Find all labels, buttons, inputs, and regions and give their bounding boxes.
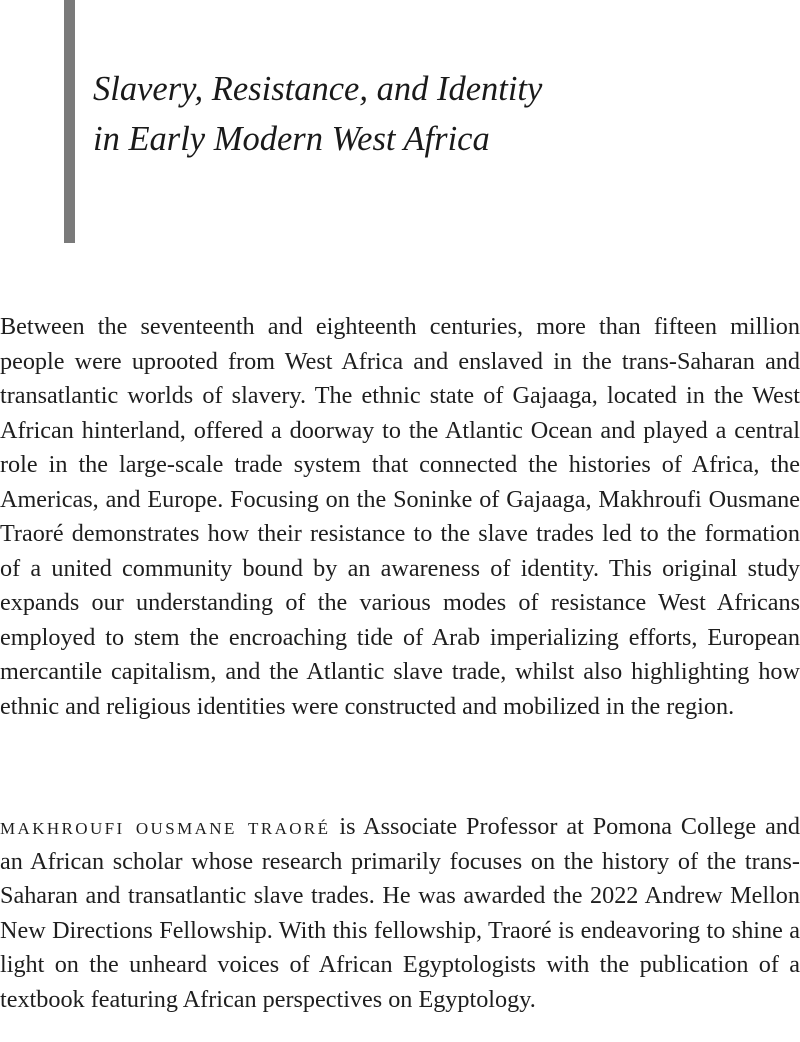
book-title xyxy=(93,64,542,164)
decorative-vertical-rule xyxy=(64,0,75,243)
book-title-line-2: in Early Modern West Africa xyxy=(93,120,490,158)
author-bio xyxy=(0,810,800,1017)
book-title-line-1: Slavery, Resistance, and Identity xyxy=(93,70,543,108)
book-description: Between the seventeenth and eighteenth centuries, more than fifteen million people were uprooted from West Africa and enslaved in the trans-Saharan and transatlantic worlds of slavery. The ethnic state of Gajaaga, located in the West African hinterland, offered a doorway to the Atlantic Ocean and played a central role in the large-scale trade system that connected the histories of Africa, the Americas, and Europe. Focusing on the Soninke of Gajaaga, Makhroufi Ousmane Traoré demonstrates how their resistance to the slave trades led to the formation of a united community bound by an awareness of identity. This original study expands our understanding of the various modes of resistance West Africans employed to stem the encroaching tide of Arab imperializing efforts, European mercantile capitalism, and the Atlantic slave trade, whilst also highlighting how ethnic and religious identities were constructed and mobilized in the region. xyxy=(0,313,800,720)
author-name: makhroufi ousmane traoré xyxy=(0,813,331,840)
author-bio-text: is Associate Professor at Pomona College and an African scholar whose research primarily focuses on the history of the trans-Saharan and transatlantic slave trades. He was awarded the 2022 Andrew Mellon New Directions Fellowship. With this fellowship, Traoré is endeavoring to shine a light on the unheard voices of African Egyptologists with the publication of a textbook featuring African perspectives on Egyptology. xyxy=(0,813,800,1013)
